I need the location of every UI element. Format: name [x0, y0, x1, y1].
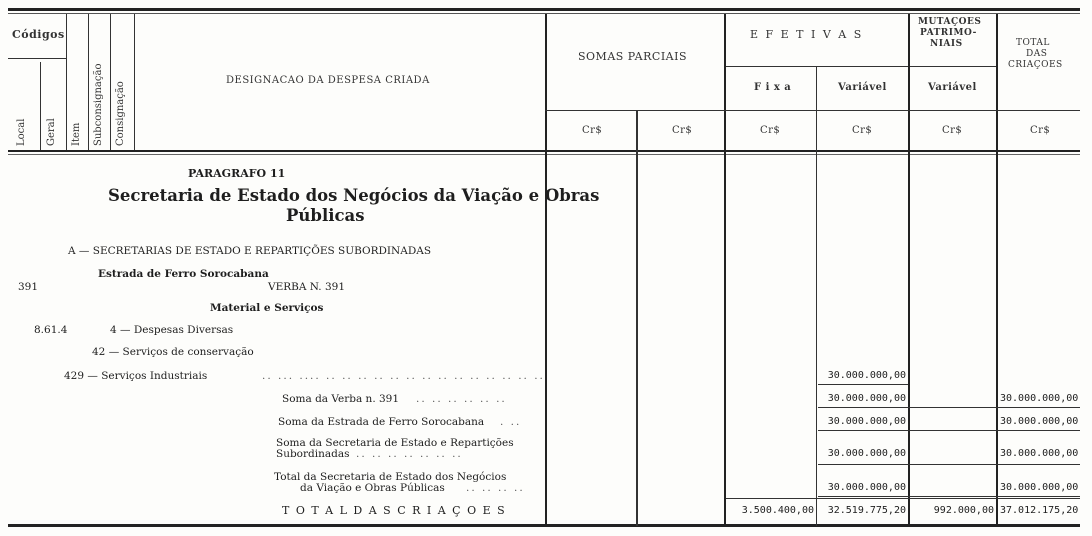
bottom-rule	[8, 524, 1080, 527]
header-bottom-rule-2	[8, 154, 1080, 155]
header-designacao: DESIGNACAO DA DESPESA CRIADA	[226, 75, 430, 86]
top-rule-thin	[8, 13, 1080, 14]
currency-somas-2: Cr$	[672, 125, 693, 136]
col-line-local	[40, 62, 41, 150]
col-line-somas-end	[724, 14, 726, 526]
estrada-heading: Estrada de Ferro Sorocabana	[98, 268, 269, 280]
header-bottom-rule	[8, 150, 1080, 152]
value-grand-fixa: 3.500.400,00	[741, 505, 814, 516]
soma-secretaria-2: Subordinadas	[276, 448, 350, 460]
value-grand-total: 37.012.175,20	[1000, 505, 1079, 516]
top-rule	[8, 8, 1080, 11]
col-line-subcons	[110, 14, 111, 150]
col-line-somas-mid	[636, 110, 638, 526]
code-8614: 8.61.4	[34, 324, 68, 336]
value-soma-secretaria-total: 30.000.000,00	[1000, 448, 1079, 459]
dots-soma-estrada: . ..	[500, 416, 522, 428]
header-variavel-1: Variável	[838, 82, 887, 93]
value-soma-estrada-total: 30.000.000,00	[1000, 416, 1079, 427]
header-geral: Geral	[46, 118, 57, 146]
header-mutacoes-3: NIAIS	[930, 39, 963, 49]
rule-after-soma-estrada	[818, 430, 1080, 431]
efetivas-subrule	[726, 66, 908, 67]
col-line-efetivas-mid	[816, 66, 817, 526]
currency-somas-1: Cr$	[582, 125, 603, 136]
soma-secretaria-1: Soma da Secretaria de Estado e Repartições	[276, 437, 514, 449]
col-line-geral	[66, 14, 67, 150]
header-local: Local	[16, 118, 27, 146]
value-grand-mutacoes: 992.000,00	[933, 505, 994, 516]
value-total-secretaria-total: 30.000.000,00	[1000, 482, 1079, 493]
code-391: 391	[18, 281, 39, 293]
dots-soma-secretaria: .. .. .. .. .. .. ..	[356, 448, 463, 460]
header-mutacoes-2: PATRIMO-	[920, 28, 977, 38]
despesas-label: 4 — Despesas Diversas	[110, 324, 234, 336]
col-line-efetivas-end	[908, 14, 910, 526]
material-heading: Material e Serviços	[210, 302, 324, 314]
soma-verba: Soma da Verba n. 391	[282, 393, 400, 405]
value-soma-secretaria-variavel: 30.000.000,00	[827, 448, 906, 459]
dots-industriais: .. ... .... .. .. .. .. .. .. .. .. .. .. .. .. .. ..	[262, 370, 545, 382]
value-grand-variavel: 32.519.775,20	[827, 505, 906, 516]
header-variavel-2: Variável	[928, 82, 977, 93]
header-consignacao: Consignação	[115, 81, 126, 146]
total-criacoes: T O T A L D A S C R I A Ç O E S	[282, 504, 507, 517]
currency-fixa: Cr$	[760, 125, 781, 136]
header-total-2: DAS	[1026, 49, 1048, 59]
total-secretaria-2: da Viação e Obras Públicas	[300, 482, 445, 494]
header-total-1: TOTAL	[1016, 38, 1050, 48]
section-a: A — SECRETARIAS DE ESTADO E REPARTIÇÕES SUBORDINADAS	[68, 245, 432, 257]
dots-soma-verba: .. .. .. .. .. ..	[416, 393, 507, 405]
header-mid-rule	[545, 110, 1080, 111]
header-item: Item	[71, 122, 82, 146]
currency-total: Cr$	[1030, 125, 1051, 136]
header-mutacoes-1: MUTAÇOES	[918, 17, 982, 27]
rule-after-industriais	[818, 384, 908, 385]
secretaria-title-1: Secretaria de Estado dos Negócios da Viação e Obras	[108, 186, 600, 205]
currency-variavel: Cr$	[852, 125, 873, 136]
header-codigos: Códigos	[12, 28, 65, 41]
col-line-codes-end	[134, 14, 135, 150]
header-somas-parciais: SOMAS PARCIAIS	[578, 50, 687, 63]
servicos-industriais: 429 — Serviços Industriais	[64, 370, 208, 382]
value-soma-estrada-variavel: 30.000.000,00	[827, 416, 906, 427]
col-line-mutacoes-end	[996, 14, 998, 526]
rule-after-soma-verba	[818, 407, 1080, 408]
total-secretaria-1: Total da Secretaria de Estado dos Negócios	[274, 471, 507, 483]
value-total-secretaria-variavel: 30.000.000,00	[827, 482, 906, 493]
col-line-designacao-end	[545, 14, 547, 526]
currency-mutacoes: Cr$	[942, 125, 963, 136]
paragrafo-heading: PARAGRAFO 11	[188, 167, 286, 180]
codigos-underline	[8, 58, 66, 59]
dots-total-secretaria: .. .. .. ..	[466, 482, 525, 494]
rule-before-grand-total	[726, 498, 1080, 499]
value-industriais-variavel: 30.000.000,00	[827, 370, 906, 381]
rule-after-total-secretaria	[818, 496, 1080, 497]
value-soma-verba-variavel: 30.000.000,00	[827, 393, 906, 404]
header-subconsignacao: Subconsignação	[93, 63, 104, 146]
soma-estrada: Soma da Estrada de Ferro Sorocabana	[278, 416, 485, 428]
verba-label: VERBA N. 391	[268, 281, 346, 293]
header-total-3: CRIAÇOES	[1008, 60, 1063, 70]
mutacoes-subrule	[910, 66, 996, 67]
col-line-item	[88, 14, 89, 150]
rule-after-soma-secretaria	[818, 464, 1080, 465]
header-efetivas: E F E T I V A S	[750, 28, 864, 41]
value-soma-verba-total: 30.000.000,00	[1000, 393, 1079, 404]
secretaria-title-2: Públicas	[286, 206, 365, 225]
header-fixa: F i x a	[754, 82, 792, 93]
servicos-conservacao: 42 — Serviços de conservação	[92, 346, 254, 358]
